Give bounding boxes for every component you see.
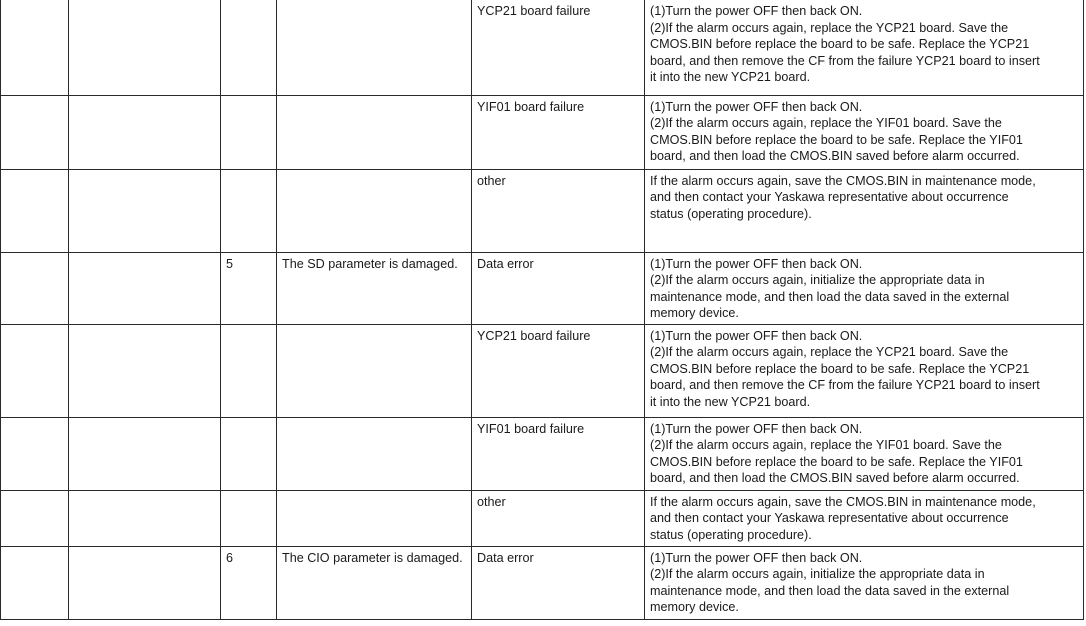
remedy-line: and then contact your Yaskawa representative about occurrence xyxy=(650,511,1009,526)
remedy-line: CMOS.BIN before replace the board to be safe. Replace the YIF01 xyxy=(650,132,1023,147)
remedy-line: memory device. xyxy=(650,306,739,321)
alarm-number-cell xyxy=(1,417,69,490)
remedy-line: If the alarm occurs again, save the CMOS.BIN in maintenance mode, xyxy=(650,494,1036,509)
remedy-line: maintenance mode, and then load the data saved in the external xyxy=(650,583,1010,598)
remedy-line: If the alarm occurs again, save the CMOS.BIN in maintenance mode, xyxy=(650,173,1036,188)
alarm-name-cell xyxy=(69,0,221,95)
remedy-line: CMOS.BIN before replace the board to be safe. Replace the YCP21 xyxy=(650,37,1030,52)
cause-cell xyxy=(472,546,645,619)
remedy-cell xyxy=(645,417,1084,490)
cause-cell xyxy=(472,490,645,546)
table-row xyxy=(1,490,1084,546)
sub-code-cell xyxy=(221,490,277,546)
remedy-cell xyxy=(645,546,1084,619)
alarm-name-cell xyxy=(69,169,221,252)
sub-code-cell xyxy=(221,417,277,490)
alarm-name-cell xyxy=(69,324,221,417)
remedy-line: board, and then load the CMOS.BIN saved before alarm occurred. xyxy=(650,149,1020,164)
alarm-name-cell xyxy=(69,546,221,619)
remedy-line: (1)Turn the power OFF then back ON. xyxy=(650,99,863,114)
sub-code: 5 xyxy=(226,256,234,271)
table-row xyxy=(1,169,1084,252)
remedy-line: board, and then remove the CF from the failure YCP21 board to insert xyxy=(650,53,1040,68)
remedy-line: (2)If the alarm occurs again, replace the YCP21 board. Save the xyxy=(650,345,1009,360)
meaning-cell xyxy=(277,490,472,546)
remedy-cell xyxy=(645,252,1084,324)
alarm-number-cell xyxy=(1,95,69,169)
remedy-line: (1)Turn the power OFF then back ON. xyxy=(650,4,863,18)
table-row xyxy=(1,252,1084,324)
meaning: The CIO parameter is damaged. xyxy=(282,550,463,565)
cause-cell xyxy=(472,417,645,490)
remedy-line: board, and then load the CMOS.BIN saved before alarm occurred. xyxy=(650,471,1020,486)
remedy-cell xyxy=(645,490,1084,546)
sub-code-cell xyxy=(221,95,277,169)
cause: Data error xyxy=(477,550,534,565)
sub-code: 6 xyxy=(226,550,234,565)
alarm-number-cell xyxy=(1,252,69,324)
meaning-cell xyxy=(277,0,472,95)
remedy-line: and then contact your Yaskawa representative about occurrence xyxy=(650,190,1009,205)
remedy-cell xyxy=(645,0,1084,95)
sub-code-cell xyxy=(221,169,277,252)
cause-cell xyxy=(472,324,645,417)
alarm-number-cell xyxy=(1,169,69,252)
alarm-number-cell xyxy=(1,490,69,546)
remedy-line: maintenance mode, and then load the data saved in the external xyxy=(650,289,1010,304)
remedy-line: (2)If the alarm occurs again, replace the YIF01 board. Save the xyxy=(650,438,1002,453)
alarm-table-body xyxy=(1,0,1084,619)
remedy-line: (2)If the alarm occurs again, initialize the appropriate data in xyxy=(650,567,985,582)
sub-code-cell xyxy=(221,546,277,619)
table-row xyxy=(1,324,1084,417)
cause: other xyxy=(477,494,506,509)
remedy-line: CMOS.BIN before replace the board to be safe. Replace the YIF01 xyxy=(650,454,1023,469)
table-row xyxy=(1,95,1084,169)
meaning-cell xyxy=(277,252,472,324)
cause-cell xyxy=(472,252,645,324)
remedy-line: (2)If the alarm occurs again, replace the YIF01 board. Save the xyxy=(650,116,1002,131)
remedy-line: (1)Turn the power OFF then back ON. xyxy=(650,421,863,436)
cause: YIF01 board failure xyxy=(477,99,585,114)
cause: YCP21 board failure xyxy=(477,328,591,343)
meaning: The SD parameter is damaged. xyxy=(282,256,458,271)
alarm-number-cell xyxy=(1,324,69,417)
remedy-line: (2)If the alarm occurs again, replace the YCP21 board. Save the xyxy=(650,20,1009,35)
remedy-line: it into the new YCP21 board. xyxy=(650,70,811,85)
table-row xyxy=(1,546,1084,619)
alarm-name-cell xyxy=(69,490,221,546)
meaning-cell xyxy=(277,546,472,619)
cause: Data error xyxy=(477,256,534,271)
alarm-name-cell xyxy=(69,417,221,490)
cause-cell xyxy=(472,0,645,95)
remedy-line: board, and then remove the CF from the failure YCP21 board to insert xyxy=(650,378,1040,393)
meaning-cell xyxy=(277,95,472,169)
alarm-name-cell xyxy=(69,95,221,169)
cause: YIF01 board failure xyxy=(477,421,585,436)
table-row xyxy=(1,417,1084,490)
cause: other xyxy=(477,173,506,188)
remedy-line: (2)If the alarm occurs again, initialize the appropriate data in xyxy=(650,273,985,288)
remedy-cell xyxy=(645,324,1084,417)
remedy-line: (1)Turn the power OFF then back ON. xyxy=(650,550,863,565)
table-row xyxy=(1,0,1084,95)
sub-code-cell xyxy=(221,252,277,324)
remedy-cell xyxy=(645,95,1084,169)
meaning-cell xyxy=(277,324,472,417)
remedy-line: it into the new YCP21 board. xyxy=(650,394,811,409)
cause-cell xyxy=(472,169,645,252)
remedy-line: status (operating procedure). xyxy=(650,527,812,542)
remedy-line: CMOS.BIN before replace the board to be safe. Replace the YCP21 xyxy=(650,361,1030,376)
sub-code-cell xyxy=(221,324,277,417)
remedy-line: memory device. xyxy=(650,600,739,615)
cause: YCP21 board failure xyxy=(477,4,591,18)
remedy-line: (1)Turn the power OFF then back ON. xyxy=(650,328,863,343)
cause-cell xyxy=(472,95,645,169)
remedy-line: status (operating procedure). xyxy=(650,206,812,221)
remedy-line: (1)Turn the power OFF then back ON. xyxy=(650,256,863,271)
alarm-number-cell xyxy=(1,546,69,619)
meaning-cell xyxy=(277,417,472,490)
meaning-cell xyxy=(277,169,472,252)
sub-code-cell xyxy=(221,0,277,95)
remedy-cell xyxy=(645,169,1084,252)
alarm-number-cell xyxy=(1,0,69,95)
alarm-name-cell xyxy=(69,252,221,324)
